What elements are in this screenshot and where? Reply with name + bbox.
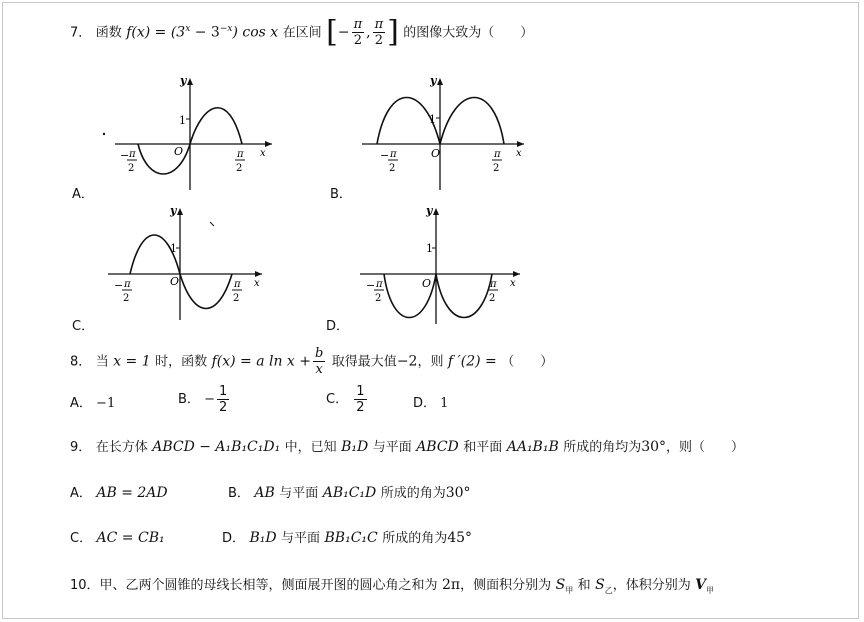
graph-d-x-label: x bbox=[510, 278, 516, 289]
graph-a-speck bbox=[103, 133, 105, 135]
q7-frac-right: $\frac{\pi}{2}$ bbox=[374, 17, 384, 48]
q10-number: 10． bbox=[70, 578, 100, 593]
q9-text3: 与平面 bbox=[372, 440, 412, 455]
q8-option-d: D． 1 bbox=[413, 396, 449, 411]
q10-s1: S bbox=[555, 577, 566, 593]
graph-d-x-arrow bbox=[513, 271, 520, 277]
q9-text1: 在长方体 bbox=[95, 440, 148, 455]
q9-plane1: ABCD bbox=[416, 439, 459, 455]
q9-text6: ，则（ ） bbox=[666, 440, 745, 455]
q8-text2: 时，函数 bbox=[155, 354, 208, 370]
q10-text3: ，体积分别为 bbox=[612, 578, 691, 593]
q8-option-b: B． − $\frac{1}{2}$ bbox=[178, 384, 228, 415]
graph-c-pos-two: 2 bbox=[233, 293, 240, 304]
q9-text5: 所成的角均为 bbox=[563, 440, 642, 455]
graph-a-neg-pi: π bbox=[129, 149, 136, 160]
graph-c-one-label: 1 bbox=[170, 242, 177, 255]
graph-c-neg-two: 2 bbox=[123, 293, 130, 304]
graph-d-neg-pi: π bbox=[376, 279, 383, 290]
q9-stem bbox=[70, 437, 744, 458]
q7-number: 7． bbox=[70, 25, 92, 41]
q7-stem bbox=[70, 14, 534, 50]
q10-val: 2π bbox=[442, 577, 461, 593]
q8-frac: $\frac{b}{x}$ bbox=[315, 346, 324, 377]
graph-d-neg-two: 2 bbox=[375, 293, 382, 304]
q9-angle: 30° bbox=[641, 439, 667, 455]
graph-b-origin: O bbox=[431, 147, 441, 160]
graph-c-neg-label: − bbox=[114, 279, 124, 292]
graph-b-neg-two: 2 bbox=[389, 163, 396, 174]
q10-v1-sub: 甲 bbox=[706, 585, 715, 595]
q8-stem bbox=[70, 346, 553, 377]
graph-b-y-arrow bbox=[437, 78, 443, 85]
q9-plane2: AA₁B₁B bbox=[506, 439, 559, 455]
graph-d-origin: O bbox=[422, 277, 432, 290]
q7-bracket-left: [ bbox=[326, 14, 338, 50]
graph-b-pos-two: 2 bbox=[493, 163, 500, 174]
q8-option-c: C． $\frac{1}{2}$ bbox=[326, 384, 365, 415]
graph-c-origin: O bbox=[170, 275, 180, 288]
graph-a-y-arrow bbox=[187, 78, 193, 85]
graph-a-origin: O bbox=[174, 145, 184, 158]
q9-option-c: C． AC = CB₁ bbox=[70, 530, 165, 546]
graph-b-one-label: 1 bbox=[429, 113, 436, 126]
graph-c-x-label: x bbox=[254, 278, 260, 289]
graph-d-pos-two: 2 bbox=[489, 293, 496, 304]
graph-c-y-label: y bbox=[170, 204, 177, 217]
graph-c-pos-pi: π bbox=[234, 279, 241, 290]
option-b-label: B． bbox=[330, 187, 352, 202]
q8-max: −2 bbox=[396, 353, 418, 370]
graph-a-pos-two: 2 bbox=[236, 163, 243, 174]
q7-exp1: x bbox=[185, 23, 191, 34]
graph-a-x-label: x bbox=[260, 148, 266, 159]
q8-blank: （ ） bbox=[501, 354, 554, 370]
graph-d bbox=[352, 202, 542, 322]
q7-bracket-right: ] bbox=[387, 14, 399, 50]
q7-suffix: 的图像大致为（ ） bbox=[403, 25, 534, 41]
q8-option-a: A． −1 bbox=[70, 396, 116, 411]
graph-d-pos-pi: π bbox=[490, 279, 497, 290]
graph-a-neg-two: 2 bbox=[128, 163, 135, 174]
graph-a-y-label: y bbox=[180, 74, 187, 87]
q9-option-d: D． B₁D 与平面 BB₁C₁C 所成的角为45° bbox=[222, 530, 473, 546]
q9-number: 9． bbox=[70, 440, 92, 455]
q8-cond: x = 1 bbox=[113, 353, 151, 370]
graph-b-neg-label: − bbox=[380, 149, 390, 162]
option-d-label: D． bbox=[326, 319, 350, 334]
graph-d-y-label: y bbox=[426, 204, 433, 217]
q7-tail: ) cos x bbox=[232, 24, 279, 41]
q8-number: 8． bbox=[70, 354, 92, 370]
graph-c-x-arrow bbox=[255, 271, 262, 277]
q8-text1: 当 bbox=[95, 354, 109, 370]
q10-text2: ，侧面积分别为 bbox=[460, 578, 552, 593]
q8-deriv: f ′(2) = bbox=[447, 353, 497, 370]
graph-c-speck bbox=[210, 222, 214, 226]
q10-s1-sub: 甲 bbox=[565, 585, 574, 595]
graph-c-y-arrow bbox=[177, 208, 183, 215]
q8-text4: ，则 bbox=[417, 354, 444, 370]
graph-b-x-arrow bbox=[517, 141, 524, 147]
graph-a-one-label: 1 bbox=[179, 114, 186, 127]
q7-comma: , bbox=[366, 24, 371, 41]
q7-minus: − 3 bbox=[190, 24, 220, 41]
q7-mid: 在区间 bbox=[282, 25, 322, 41]
graph-b-pos-pi: π bbox=[494, 149, 501, 160]
q10-v1: V bbox=[695, 577, 707, 593]
option-c-label: C． bbox=[72, 319, 95, 334]
graph-c-neg-pi: π bbox=[124, 279, 131, 290]
q10-stem bbox=[70, 575, 714, 601]
graph-a-neg-label: − bbox=[120, 149, 130, 162]
graph-d-y-arrow bbox=[433, 208, 439, 215]
q8-text3: 取得最大值 bbox=[331, 354, 397, 370]
q7-func: f(x) = (3 bbox=[126, 24, 186, 41]
q10-s2: S bbox=[595, 577, 605, 593]
q9-line: B₁D bbox=[341, 439, 369, 455]
graph-b-y-label: y bbox=[430, 74, 437, 87]
graph-b bbox=[352, 72, 542, 192]
q9-solid: ABCD − A₁B₁C₁D₁ bbox=[152, 439, 281, 455]
q9-text2: 中，已知 bbox=[284, 440, 337, 455]
graph-d-curve bbox=[384, 274, 492, 318]
q7-prefix: 函数 bbox=[95, 25, 122, 41]
graph-c bbox=[100, 202, 280, 322]
q10-text1: 甲、乙两个圆锥的母线长相等，侧面展开图的圆心角之和为 bbox=[99, 578, 438, 593]
q9-option-a: A． AB = 2AD bbox=[70, 485, 168, 501]
q7-exp2: −x bbox=[219, 23, 233, 34]
graph-a-pos-pi: π bbox=[237, 149, 244, 160]
q9-text4: 和平面 bbox=[463, 440, 503, 455]
q10-and: 和 bbox=[577, 578, 591, 593]
option-a-label: A． bbox=[72, 187, 94, 202]
graph-d-neg-label: − bbox=[366, 279, 376, 292]
graph-d-one-label: 1 bbox=[426, 242, 433, 255]
graph-b-neg-pi: π bbox=[390, 149, 397, 160]
q8-func: f(x) = a ln x + bbox=[211, 353, 312, 370]
q10-s2-sub: 乙 bbox=[604, 585, 613, 595]
graph-a-x-arrow bbox=[265, 141, 272, 147]
graph-c-curve bbox=[130, 235, 232, 309]
graph-a bbox=[100, 72, 280, 192]
graph-b-x-label: x bbox=[516, 148, 522, 159]
q7-frac-left: $\frac{\pi}{2}$ bbox=[353, 17, 363, 48]
q7-neg: − bbox=[337, 24, 350, 41]
q9-option-b: B． AB 与平面 AB₁C₁D 所成的角为30° bbox=[228, 485, 471, 501]
